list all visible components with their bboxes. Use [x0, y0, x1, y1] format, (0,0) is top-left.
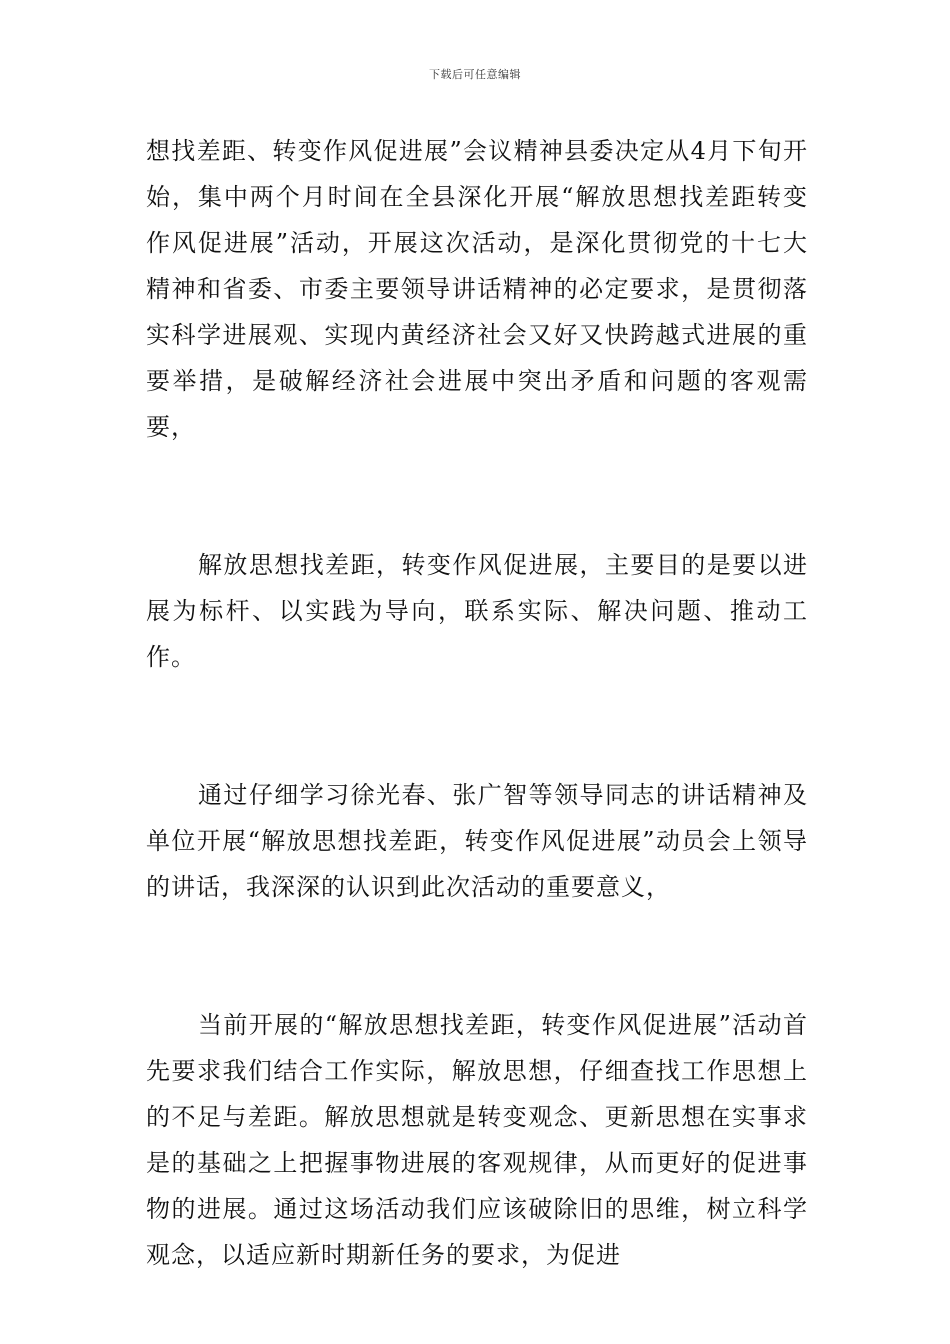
page-header: 下载后可任意编辑 [429, 68, 521, 81]
document-body [146, 128, 808, 1278]
paragraph-4: 当前开展的“解放思想找差距，转变作风促进展”活动首先要求我们结合工作实际，解放思想，仔细查找工作思想上的不足与差距。解放思想就是转变观念、更新思想在实事求是的基础之上把握事物进展的客观规律，从而更好的促进事物的进展。通过这场活动我们应该破除旧的思维，树立科学观念，以适应新时期新任务的要求，为促进 [146, 1011, 808, 1269]
paragraph-3: 通过仔细学习徐光春、张广智等领导同志的讲话精神及单位开展“解放思想找差距，转变作风促进展”动员会上领导的讲话，我深深的认识到此次活动的重要意义， [146, 781, 808, 901]
paragraph-1: 想找差距、转变作风促进展”会议精神县委决定从4月下旬开始，集中两个月时间在全县深化开展“解放思想找差距转变作风促进展”活动，开展这次活动，是深化贯彻党的十七大精神和省委、市委主要领导讲话精神的必定要求，是贯彻落实科学进展观、实现内黄经济社会又好又快跨越式进展的重要举措，是破解经济社会进展中突出矛盾和问题的客观需要， [146, 137, 808, 441]
paragraph-2: 解放思想找差距，转变作风促进展，主要目的是要以进展为标杆、以实践为导向，联系实际、解决问题、推动工作。 [146, 551, 808, 671]
